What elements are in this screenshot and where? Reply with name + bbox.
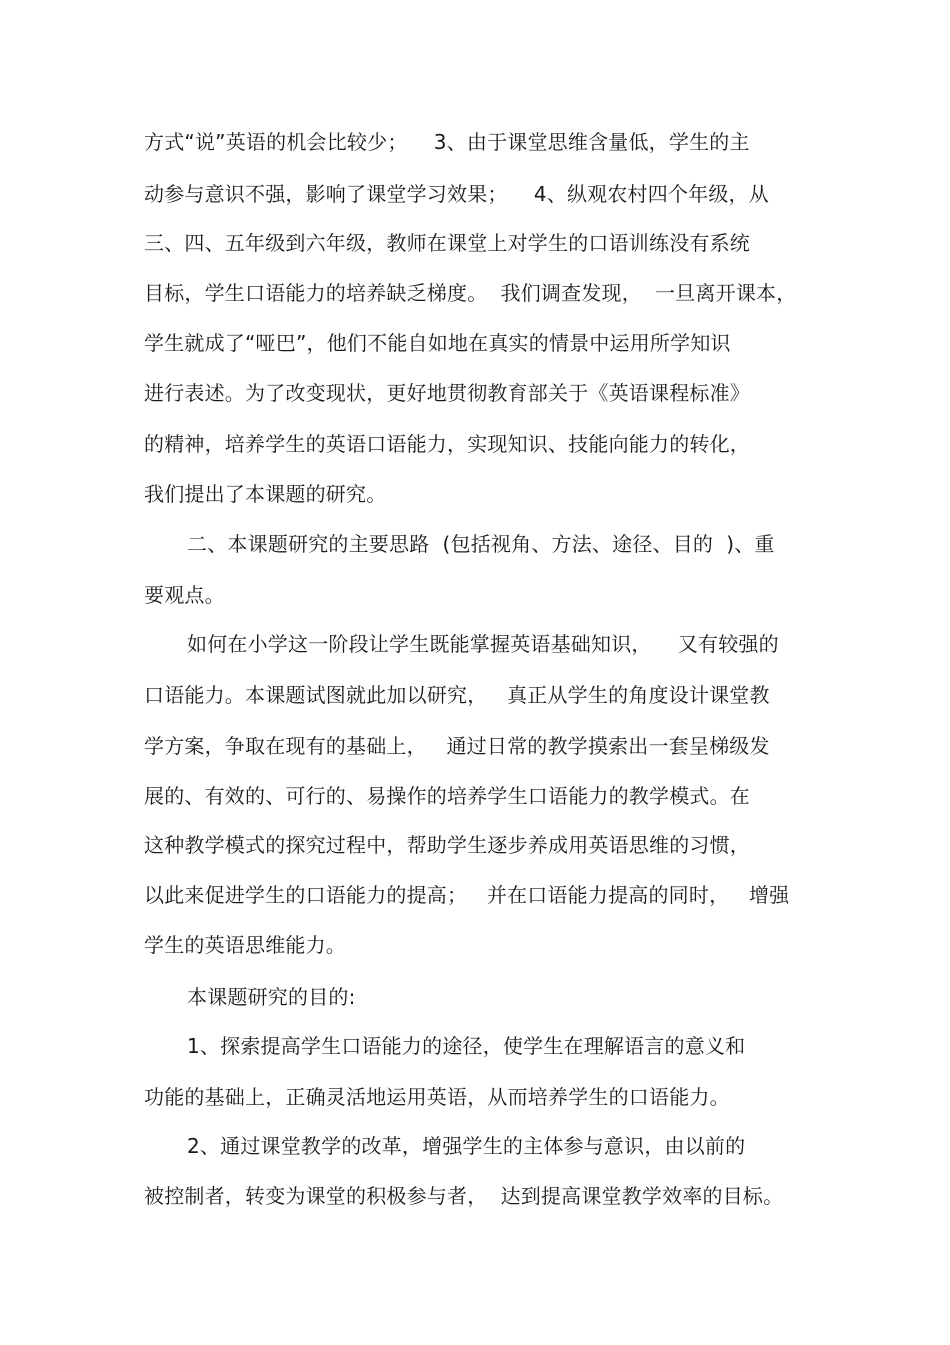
text-line: 学生的英语思维能力。 bbox=[144, 933, 346, 957]
text-line: 目标，学生口语能力的培养缺乏梯度。 我们调查发现， 一旦离开课本， bbox=[144, 281, 797, 305]
list-item: 2、通过课堂教学的改革，增强学生的主体参与意识，由以前的 bbox=[187, 1134, 746, 1158]
text-line: 展的、有效的、可行的、易操作的培养学生口语能力的教学模式。在 bbox=[144, 784, 750, 808]
text-line: 这种教学模式的探究过程中，帮助学生逐步养成用英语思维的习惯， bbox=[144, 833, 750, 857]
text-line: 动参与意识不强，影响了课堂学习效果； 4、纵观农村四个年级，从 bbox=[144, 182, 769, 206]
text-line: 被控制者，转变为课堂的积极参与者， 达到提高课堂教学效率的目标。 bbox=[144, 1184, 784, 1208]
text-line: 我们提出了本课题的研究。 bbox=[144, 482, 387, 506]
text-line: 学方案，争取在现有的基础上， 通过日常的教学摸索出一套呈梯级发 bbox=[144, 734, 770, 758]
text-line: 的精神，培养学生的英语口语能力，实现知识、技能向能力的转化， bbox=[144, 432, 750, 456]
section-heading: 二、本课题研究的主要思路 (包括视角、方法、途径、目的 )、重 bbox=[187, 532, 775, 556]
text-line: 以此来促进学生的口语能力的提高； 并在口语能力提高的同时， 增强 bbox=[144, 883, 790, 907]
text-line: 三、四、五年级到六年级，教师在课堂上对学生的口语训练没有系统 bbox=[144, 231, 750, 255]
text-line: 如何在小学这一阶段让学生既能掌握英语基础知识， 又有较强的 bbox=[187, 632, 779, 656]
text-line: 口语能力。本课题试图就此加以研究， 真正从学生的角度设计课堂教 bbox=[144, 683, 770, 707]
text-line: 功能的基础上，正确灵活地运用英语，从而培养学生的口语能力。 bbox=[144, 1085, 730, 1109]
text-line: 方式“说”英语的机会比较少； 3、由于课堂思维含量低，学生的主 bbox=[144, 130, 750, 154]
text-line: 要观点。 bbox=[144, 583, 225, 607]
text-line: 本课题研究的目的: bbox=[187, 985, 356, 1009]
text-line: 进行表述。为了改变现状，更好地贯彻教育部关于《英语课程标准》 bbox=[144, 381, 750, 405]
list-item: 1、探索提高学生口语能力的途径，使学生在理解语言的意义和 bbox=[187, 1034, 746, 1058]
text-line: 学生就成了“哑巴”，他们不能自如地在真实的情景中运用所学知识 bbox=[144, 331, 731, 355]
